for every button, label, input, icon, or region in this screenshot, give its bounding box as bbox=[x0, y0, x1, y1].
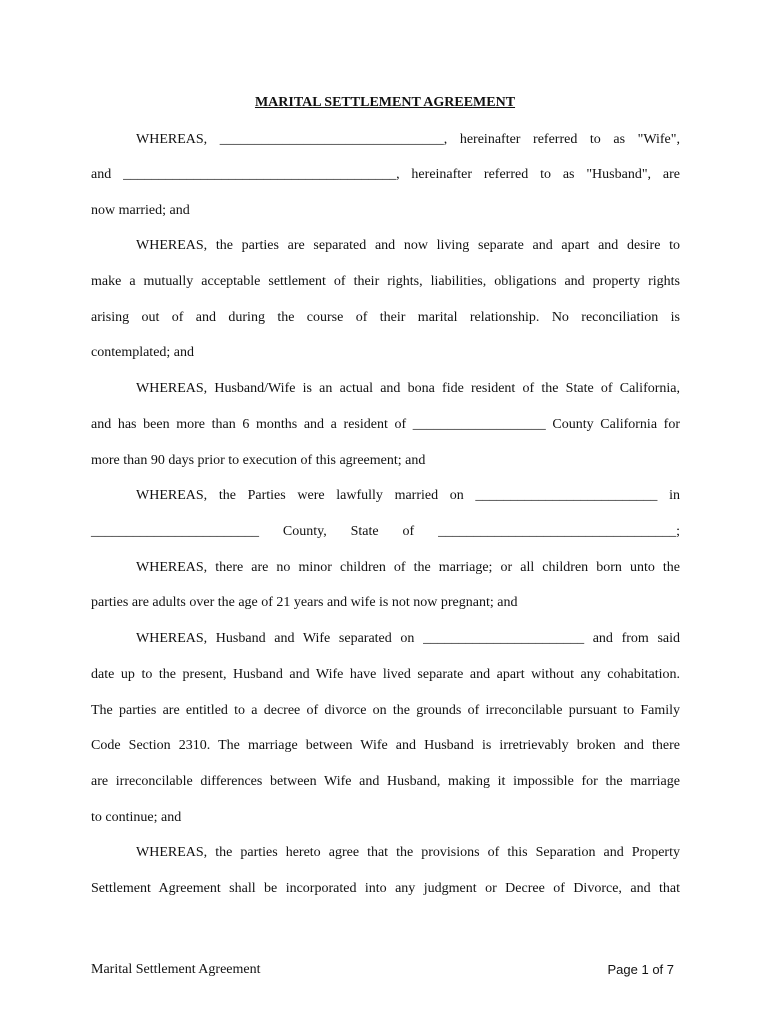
text-line: WHEREAS, there are no minor children of the marriage; or all children born unto the bbox=[136, 560, 680, 575]
text-line: Settlement Agreement shall be incorporated into any judgment or Decree of Divorce, and that bbox=[91, 881, 680, 896]
text-line: WHEREAS, the Parties were lawfully married on __________________________ in bbox=[136, 488, 680, 503]
text-line: WHEREAS, Husband/Wife is an actual and bona fide resident of the State of California, bbox=[136, 381, 680, 396]
text-line: and has been more than 6 months and a resident of ___________________ County California for bbox=[91, 417, 680, 432]
text-line: make a mutually acceptable settlement of their rights, liabilities, obligations and property rights bbox=[91, 274, 680, 289]
text-line: and _______________________________________, hereinafter referred to as "Husband", are bbox=[91, 167, 680, 182]
text-line: now married; and bbox=[91, 203, 190, 218]
text-line: are irreconcilable differences between Wife and Husband, making it impossible for the marriage bbox=[91, 774, 680, 789]
text-line: to continue; and bbox=[91, 810, 182, 825]
text-line: parties are adults over the age of 21 years and wife is not now pregnant; and bbox=[91, 595, 518, 610]
text-line: ________________________ County, State of __________________________________; bbox=[91, 524, 680, 539]
document-title: MARITAL SETTLEMENT AGREEMENT bbox=[254, 95, 516, 110]
text-line: WHEREAS, ________________________________, hereinafter referred to as "Wife", bbox=[136, 132, 680, 147]
text-line: Code Section 2310. The marriage between Wife and Husband is irretrievably broken and there bbox=[91, 738, 680, 753]
text-line: WHEREAS, the parties are separated and now living separate and apart and desire to bbox=[136, 238, 680, 253]
footer-document-name: Marital Settlement Agreement bbox=[91, 962, 261, 977]
text-line: WHEREAS, Husband and Wife separated on _______________________ and from said bbox=[136, 631, 680, 646]
text-line: WHEREAS, the parties hereto agree that the provisions of this Separation and Property bbox=[136, 845, 680, 860]
text-line: date up to the present, Husband and Wife have lived separate and apart without any cohabitation. bbox=[91, 667, 680, 682]
text-line: contemplated; and bbox=[91, 345, 195, 360]
footer-page-number: Page 1 of 7 bbox=[607, 962, 674, 977]
text-line: The parties are entitled to a decree of divorce on the grounds of irreconcilable pursuant to Family bbox=[91, 703, 680, 718]
text-line: more than 90 days prior to execution of this agreement; and bbox=[91, 453, 426, 468]
text-line: arising out of and during the course of their marital relationship. No reconciliation is bbox=[91, 310, 680, 325]
